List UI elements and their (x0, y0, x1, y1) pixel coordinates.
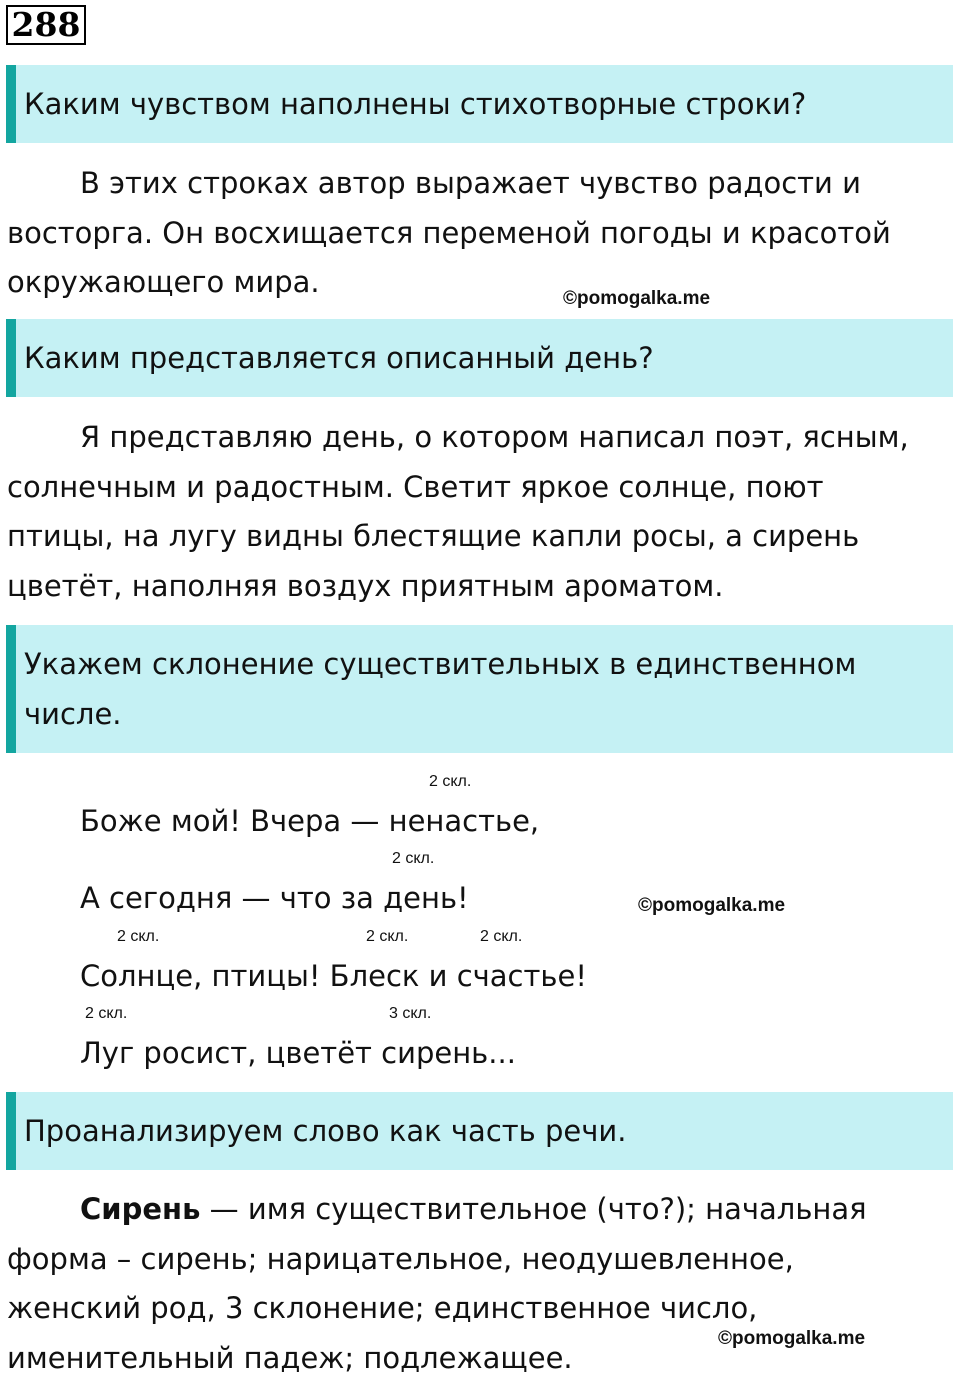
answer-1-text: В этих строках автор выражает чувство радости и восторга. Он восхищается переменой погоды и красотой окружающего мира. (7, 166, 891, 299)
answer-4-paragraph (7, 1185, 937, 1383)
poem-line-4: Луг росист, цветёт сирень... (80, 1036, 516, 1070)
exercise-number: 288 (6, 5, 86, 45)
declension-label: 3 скл. (389, 1005, 432, 1022)
declension-label: 2 скл. (117, 928, 160, 945)
watermark: ©pomogalka.me (718, 1328, 866, 1349)
poem-line-2: А сегодня — что за день! (80, 881, 469, 915)
declension-label: 2 скл. (480, 928, 523, 945)
declension-label: 2 скл. (366, 928, 409, 945)
poem-line-3: Солнце, птицы! Блеск и счастье! (80, 959, 587, 993)
declension-label: 2 скл. (85, 1005, 128, 1022)
poem-line-1: Боже мой! Вчера — ненастье, (80, 804, 540, 838)
answer-4-text: — имя существительное (что?); начальная форма – сирень; нарицательное, неодушевленное, женский род, 3 склонение; единственное число, именительный падеж; подлежащее. (7, 1192, 867, 1375)
answer-2-text: Я представляю день, о котором написал поэт, ясным, солнечным и радостным. Светит яркое солнце, поют птицы, на лугу видны блестящие капли росы, а сирень цветёт, наполняя воздух приятным ароматом. (7, 420, 909, 603)
declension-label: 2 скл. (429, 773, 472, 790)
question-2-bar (6, 319, 953, 397)
question-1-bar (6, 65, 953, 143)
question-3-bar (6, 625, 953, 753)
question-4-text: Проанализируем слово как часть речи. (24, 1114, 627, 1148)
question-4-bar (6, 1092, 953, 1170)
analyzed-word: Сирень (80, 1192, 201, 1226)
declension-label: 2 скл. (392, 850, 435, 867)
watermark: ©pomogalka.me (638, 895, 786, 916)
question-3-text: Укажем склонение существительных в единственном числе. (24, 647, 857, 731)
watermark: ©pomogalka.me (563, 288, 711, 309)
answer-2-paragraph (7, 413, 937, 611)
question-1-text: Каким чувством наполнены стихотворные строки? (24, 87, 807, 121)
answer-1-paragraph (7, 159, 937, 308)
question-2-text: Каким представляется описанный день? (24, 341, 654, 375)
